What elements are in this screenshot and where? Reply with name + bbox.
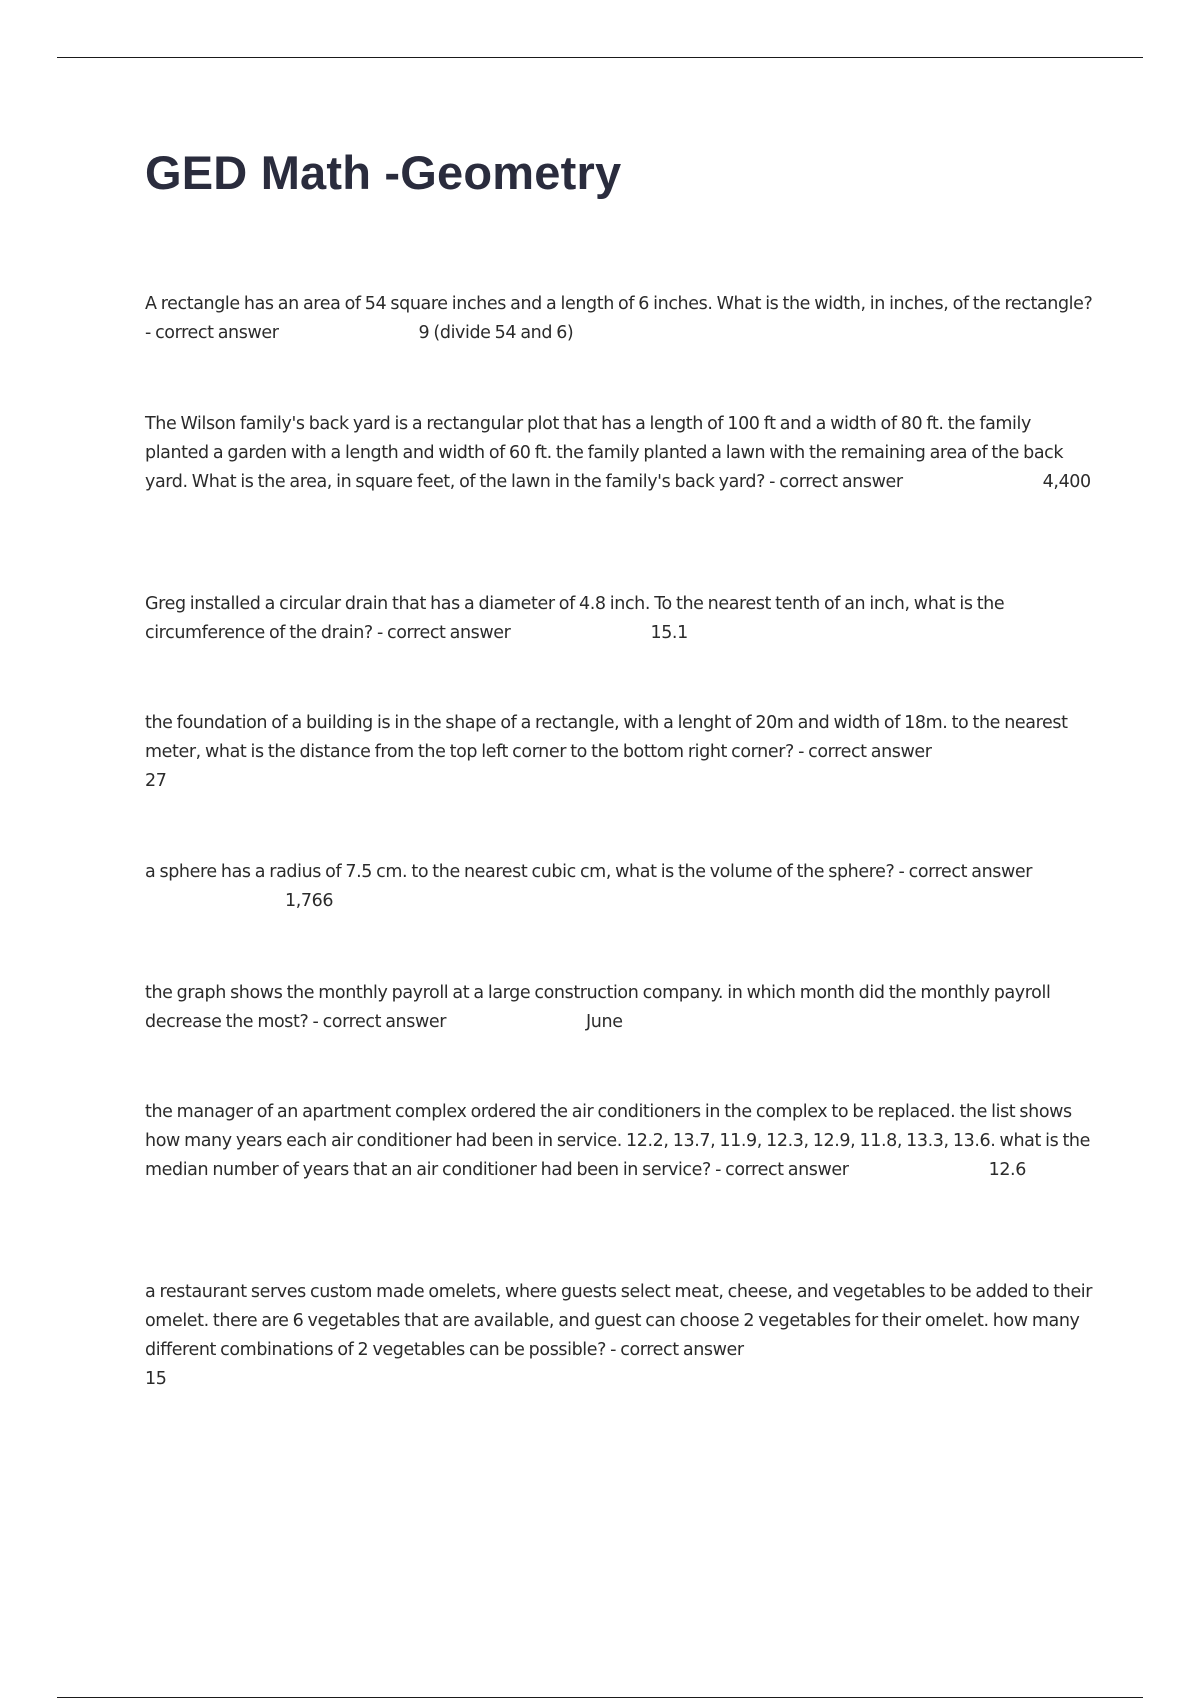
- question-text: the foundation of a building is in the shape of a rectangle, with a lenght of 20m and width of 18m. to the nearest meter, what is the distance from the top left corner to the bottom right corner? - correct answer: [145, 713, 1068, 762]
- question-text: The Wilson family's back yard is a rectangular plot that has a length of 100 ft and a width of 80 ft. the family planted a garden with a length and width of 60 ft. the family planted a lawn with the remaining area of the back yard. What is the area, in square feet, of the lawn in the family's back yard? - correct answer: [145, 414, 1064, 492]
- answer-text: June: [586, 1012, 623, 1032]
- qa-item-8: [145, 1278, 1095, 1394]
- qa-item-6: [145, 979, 1095, 1037]
- qa-item-7: [145, 1098, 1095, 1185]
- qa-item-2: [145, 410, 1095, 497]
- answer-text: 27: [145, 771, 167, 791]
- question-text: a restaurant serves custom made omelets, where guests select meat, cheese, and vegetables to be added to their omelet. there are 6 vegetables that are available, and guest can choose 2 vegetables for their omelet. how many different combinations of 2 vegetables can be possible? - correct answer: [145, 1282, 1093, 1360]
- answer-text: 4,400: [1042, 472, 1091, 492]
- qa-item-4: [145, 709, 1095, 796]
- question-text: a sphere has a radius of 7.5 cm. to the nearest cubic cm, what is the volume of the sphere? - correct answer: [145, 862, 1033, 882]
- answer-text: 15: [145, 1369, 167, 1389]
- page-title: GED Math -Geometry: [145, 146, 622, 199]
- bottom-rule: [57, 1697, 1143, 1698]
- qa-item-3: [145, 590, 1095, 648]
- question-text: A rectangle has an area of 54 square inches and a length of 6 inches. What is the width, in inches, of the rectangle? - correct answer: [145, 294, 1093, 343]
- question-text: the graph shows the monthly payroll at a large construction company. in which month did the monthly payroll decrease the most? - correct answer: [145, 983, 1051, 1032]
- top-rule: [57, 57, 1143, 58]
- question-text: the manager of an apartment complex ordered the air conditioners in the complex to be replaced. the list shows how many years each air conditioner had been in service. 12.2, 13.7, 11.9, 12.3, 12.9, 11.8, 13.3, 13.6. what is the median number of years that an air conditioner had been in service? - correct answer: [145, 1102, 1090, 1180]
- qa-item-5: [145, 858, 1095, 916]
- answer-text: 1,766: [285, 891, 334, 911]
- question-text: Greg installed a circular drain that has a diameter of 4.8 inch. To the nearest tenth of an inch, what is the circumference of the drain? - correct answer: [145, 594, 1005, 643]
- answer-text: 15.1: [650, 623, 688, 643]
- answer-text: 9 (divide 54 and 6): [418, 323, 574, 343]
- qa-item-1: [145, 290, 1095, 348]
- answer-text: 12.6: [988, 1160, 1026, 1180]
